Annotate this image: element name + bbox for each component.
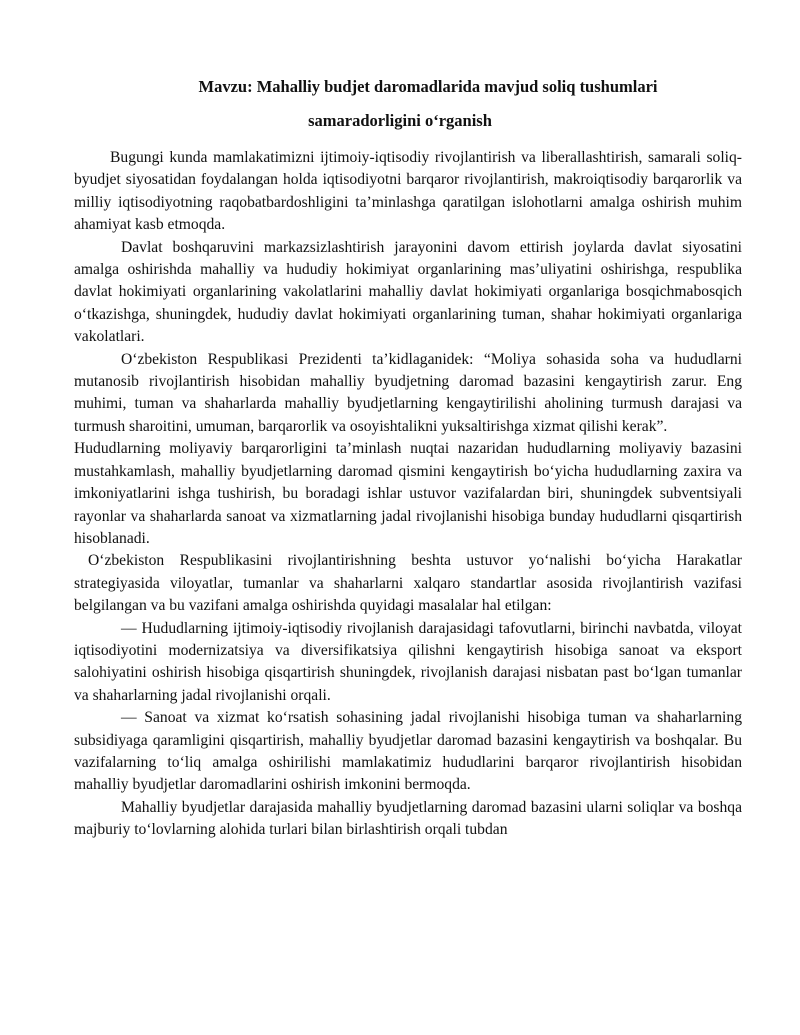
list-item-1: — Hududlarning ijtimoiy-iqtisodiy rivojlanish darajasidagi tafovutlarni, birinchi navbatda, viloyat iqtisodiyotini modernizatsiya va diversifikatsiya qilishni kengaytirish hisobiga sanoat va eksport salohiyatini oshirish hisobiga qisqartirish shuningdek, rivojlanish darajasi nisbatan past bo‘lgan tumanlar va shaharlarning jadal rivojlanishi orqali. — [74, 619, 742, 704]
paragraph-4: Hududlarning moliyaviy barqarorligini ta’minlash nuqtai nazaridan hududlarning moliyaviy bazasini mustahkamlash, mahalliy byudjetlarning daromad qismini kengaytirish bo‘yicha hududlarning zaxira va imkoniyatlarini ishga tushirish, bu boradagi ishlar ustuvor vazifalardan biri, shuningdek subventsiyali rayonlar va shaharlarda sanoat va xizmatlarning jadal rivojlanishi hisobiga bunday hududlarni qisqartirish hisoblanadi. — [74, 440, 742, 547]
paragraph-3: O‘zbekiston Respublikasi Prezidenti ta’kidlaganidek: “Moliya sohasida soha va hududlarni mutanosib rivojlantirish hisobidan mahalliy byudjetning daromad bazasini kengaytirish zarur. Eng muhimi, tuman va shaharlarda mahalliy byudjetlarning kengaytirilishi aholining turmush darajasi va turmush sharoitini, umuman, barqarorlik va osoyishtalikni yuksaltirishga xizmat qilishi kerak”. — [74, 350, 742, 435]
paragraph-5: O‘zbekiston Respublikasini rivojlantirishning beshta ustuvor yo‘nalishi bo‘yicha Harakatlar strategiyasida viloyatlar, tumanlar va shaharlarni xalqaro standartlar asosida rivojlantirish vazifasi belgilangan va bu vazifani amalga oshirishda quyidagi masalalar hal etilgan: — [74, 552, 742, 615]
document-body — [74, 147, 742, 842]
document-title-line-2: samaradorligini o‘rganish — [308, 111, 492, 130]
paragraph-2: Davlat boshqaruvini markazsizlashtirish jarayonini davom ettirish joylarda davlat siyosatini amalga oshirishda mahalliy va hududiy hokimiyat organlarining mas’uliyatini oshirishga, respublika davlat hokimiyati organlarining vakolatlarini mahalliy davlat hokimiyati organlariga bosqichmabosqich o‘tkazishga, shuningdek, hududiy davlat hokimiyati organlarining tuman, shahar hokimiyati organlariga vakolatlari. — [74, 238, 742, 346]
paragraph-6: Mahalliy byudjetlar darajasida mahalliy byudjetlarning daromad bazasini ularni soliqlar va boshqa majburiy to‘lovlarning alohida turlari bilan birlashtirish orqali tubdan — [74, 798, 742, 839]
paragraph-1: Bugungi kunda mamlakatimizni ijtimoiy-iqtisodiy rivojlantirish va liberallashtirish, samarali soliq-byudjet siyosatidan foydalangan holda iqtisodiyotni barqaror rivojlantirish, makroiqtisodiy barqarorlik va milliy iqtisodiyotning raqobatbardoshligini ta’minlashga qaratilgan islohotlarni amalga oshirish muhim ahamiyat kasb etmoqda. — [74, 149, 742, 234]
list-item-2: — Sanoat va xizmat ko‘rsatish sohasining jadal rivojlanishi hisobiga tuman va shaharlarning subsidiyaga qaramligini qisqartirish, mahalliy byudjetlar daromad bazasini kengaytirish va boshqalar. Bu vazifalarning to‘liq amalga oshirilishi mamlakatimiz hududlarini barqaror rivojlantirish hisobidan mahalliy byudjetlar daromadlarini oshirish imkonini bermoqda. — [74, 709, 742, 794]
document-title-line-1: Mavzu: Mahalliy budjet daromadlarida mavjud soliq tushumlari — [198, 77, 658, 96]
